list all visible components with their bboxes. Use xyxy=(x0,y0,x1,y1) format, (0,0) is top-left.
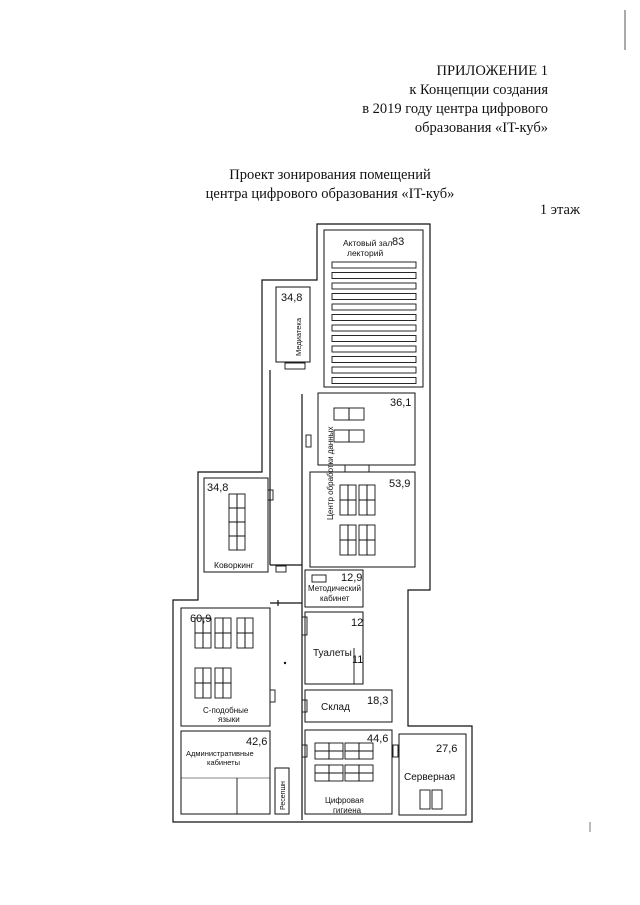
desk xyxy=(315,751,329,759)
languages-area: 60,9 xyxy=(190,613,212,625)
storage-area: 18,3 xyxy=(367,695,389,707)
seat-row xyxy=(332,346,416,352)
desk xyxy=(340,540,348,555)
desk xyxy=(215,683,223,698)
desk xyxy=(359,525,367,540)
hygiene-area: 44,6 xyxy=(367,733,389,745)
building-outline xyxy=(173,224,472,822)
desk xyxy=(215,668,223,683)
desk xyxy=(359,500,367,515)
header-line-1: ПРИЛОЖЕНИЕ 1 xyxy=(436,63,548,79)
desk xyxy=(367,500,375,515)
data-center-area: 53,9 xyxy=(389,478,411,490)
media-name: Медиатека xyxy=(294,317,303,356)
title-line-1: Проект зонирования помещений xyxy=(229,167,431,183)
desk xyxy=(229,522,237,536)
toilets-area-1: 12 xyxy=(351,617,364,629)
desk xyxy=(329,751,343,759)
desk xyxy=(359,540,367,555)
desk xyxy=(223,618,231,633)
desk xyxy=(345,773,359,781)
seat-row xyxy=(332,304,416,310)
desk xyxy=(237,618,245,633)
desk xyxy=(237,494,245,508)
desk xyxy=(329,765,343,773)
reception-name: Ресепшн xyxy=(280,781,287,810)
desk xyxy=(245,618,253,633)
desk xyxy=(215,618,223,633)
toilets-area-2: 11 xyxy=(352,654,364,666)
desk xyxy=(345,765,359,773)
admin-area: 42,6 xyxy=(246,736,268,748)
door xyxy=(276,566,286,572)
desk xyxy=(367,525,375,540)
server-rack xyxy=(420,790,430,809)
assembly-area: 83 xyxy=(392,236,405,248)
desk xyxy=(348,500,356,515)
seat-row xyxy=(332,367,416,373)
desk xyxy=(195,668,203,683)
desk xyxy=(348,485,356,500)
method-name-2: кабинет xyxy=(320,594,350,603)
header-line-4: образования «IT-куб» xyxy=(414,120,548,136)
desk xyxy=(359,773,373,781)
desk xyxy=(348,525,356,540)
desk xyxy=(315,765,329,773)
door xyxy=(306,435,311,447)
door xyxy=(270,690,275,702)
desk xyxy=(203,668,211,683)
desk xyxy=(367,485,375,500)
server-name: Серверная xyxy=(404,772,456,783)
desk xyxy=(359,765,373,773)
admin-name-1: Административные xyxy=(186,749,254,758)
desk xyxy=(237,508,245,522)
door xyxy=(345,465,369,472)
desk xyxy=(315,743,329,751)
title-line-2: центра цифрового образования «IT-куб» xyxy=(205,186,455,202)
method-name-1: Методический xyxy=(308,584,361,593)
header-line-3: в 2019 году центра цифрового xyxy=(362,101,548,117)
coworking-name: Коворкинг xyxy=(214,560,254,570)
desk xyxy=(349,430,364,442)
desk xyxy=(223,683,231,698)
desk xyxy=(340,500,348,515)
seat-row xyxy=(332,378,416,384)
desk xyxy=(334,408,349,420)
desk xyxy=(229,494,237,508)
desk xyxy=(245,633,253,648)
desk xyxy=(229,508,237,522)
desk xyxy=(215,633,223,648)
desk xyxy=(229,536,237,550)
storage-name: Склад xyxy=(321,702,350,713)
desk xyxy=(223,633,231,648)
desk xyxy=(367,540,375,555)
desk xyxy=(345,751,359,759)
seat-row xyxy=(332,262,416,268)
desk xyxy=(348,540,356,555)
desk xyxy=(329,773,343,781)
desk xyxy=(237,536,245,550)
desk xyxy=(195,683,203,698)
desk xyxy=(203,633,211,648)
seat-row xyxy=(332,315,416,321)
desk xyxy=(312,575,326,582)
door xyxy=(285,363,305,369)
desk xyxy=(359,751,373,759)
desk xyxy=(315,773,329,781)
data-top-area: 36,1 xyxy=(390,397,412,409)
assembly-name-1: Актовый зал xyxy=(343,238,393,248)
floor-label: 1 этаж xyxy=(539,202,580,218)
corridor-dot xyxy=(284,662,286,664)
server-area: 27,6 xyxy=(436,743,458,755)
desk xyxy=(359,485,367,500)
desk xyxy=(237,633,245,648)
media-area: 34,8 xyxy=(281,292,303,304)
desk xyxy=(195,633,203,648)
assembly-name-2: лекторий xyxy=(347,248,384,258)
hygiene-name-2: гигиена xyxy=(333,806,362,815)
desk xyxy=(340,525,348,540)
desk xyxy=(345,743,359,751)
hygiene-name-1: Цифровая xyxy=(325,796,364,805)
languages-name-2: языки xyxy=(218,715,240,724)
assembly-seats xyxy=(332,262,416,384)
desk xyxy=(334,430,349,442)
admin-name-2: кабинеты xyxy=(207,758,240,767)
desk xyxy=(237,522,245,536)
header-line-2: к Концепции создания xyxy=(409,82,548,98)
desk xyxy=(223,668,231,683)
languages-name-1: С-подобные xyxy=(203,706,249,715)
seat-row xyxy=(332,336,416,342)
door xyxy=(393,745,398,757)
seat-row xyxy=(332,357,416,363)
desk xyxy=(340,485,348,500)
seat-row xyxy=(332,325,416,331)
server-rack xyxy=(432,790,442,809)
data-center-name: Центр обработки данных xyxy=(326,426,335,520)
desk xyxy=(203,683,211,698)
toilets-name: Туалеты xyxy=(313,648,352,659)
seat-row xyxy=(332,294,416,300)
seat-row xyxy=(332,283,416,289)
seat-row xyxy=(332,273,416,279)
method-area: 12,9 xyxy=(341,572,363,584)
desk xyxy=(349,408,364,420)
coworking-area: 34,8 xyxy=(207,482,229,494)
desk xyxy=(329,743,343,751)
